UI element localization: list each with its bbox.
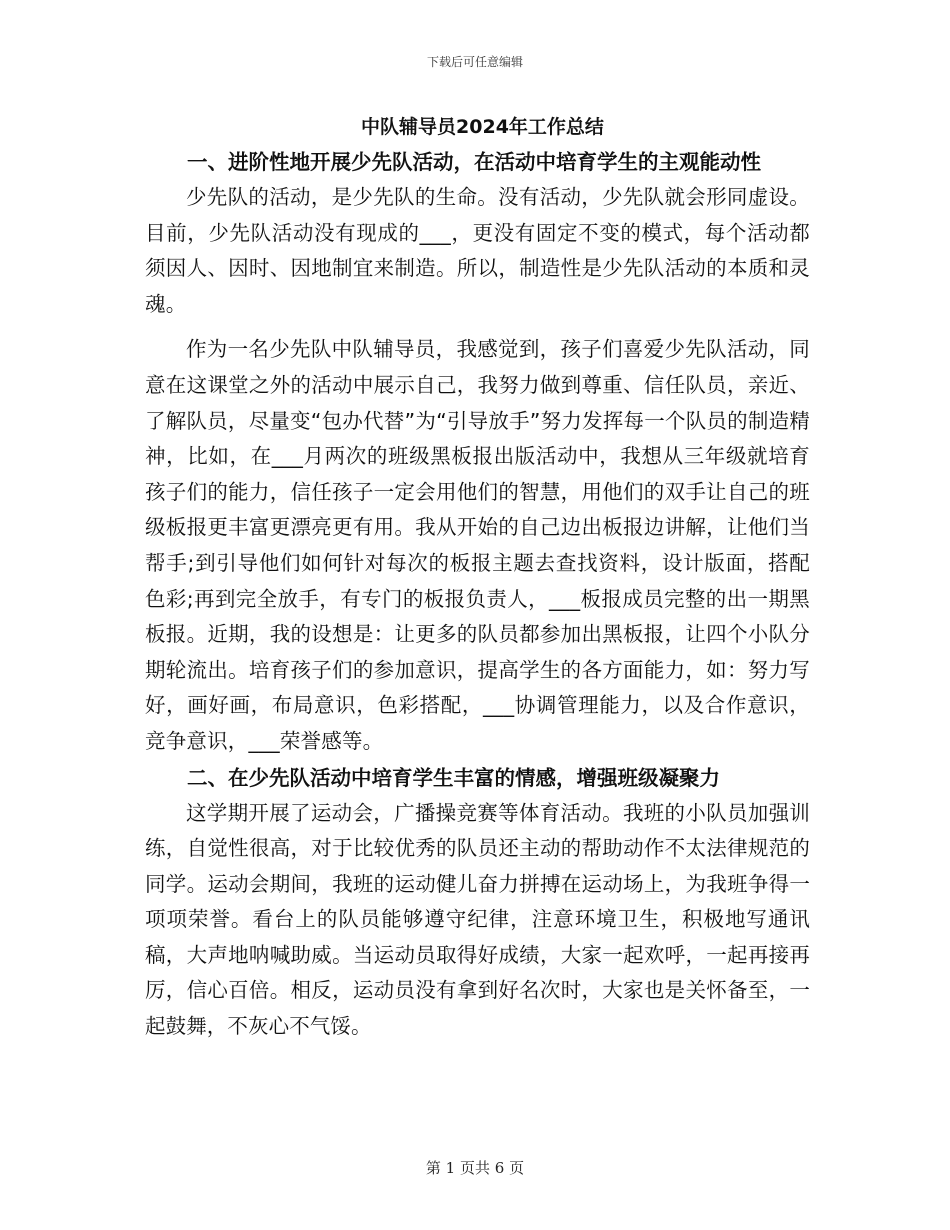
page-header: 下载后可任意编辑 [426, 55, 523, 69]
paragraph: 少先队的活动，是少先队的生命。没有活动，少先队就会形同虚设。目前，少先队活动没有现成的___，更没有固定不变的模式，每个活动都须因人、因时、因地制宜来制造。所以，制造性是少先队活动的本质和灵魂。 [145, 185, 810, 316]
section-heading-1: 一、进阶性地开展少先队活动，在活动中培育学生的主观能动性 [187, 150, 761, 174]
section-heading-2: 二、在少先队活动中培育学生丰富的情感，增强班级凝聚力 [187, 765, 720, 790]
document-body [145, 112, 810, 1045]
paragraph: 作为一名少先队中队辅导员，我感觉到，孩子们喜爱少先队活动，同意在这课堂之外的活动中展示自己，我努力做到尊重、信任队员，亲近、了解队员，尽量变“包办代替”为“引导放手”努力发挥每一个队员的制造精神，比如，在___月两次的班级黑板报出版活动中，我想从三年级就培育孩子们的能力，信任孩子一定会用他们的智慧，用他们的双手让自己的班级板报更丰富更漂亮更有用。我从开始的自己边出板报边讲解，让他们当帮手;到引导他们如何针对每次的板报主题去查找资料，设计版面，搭配色彩;再到完全放手，有专门的板报负责人，___板报成员完整的出一期黑板报。近期，我的设想是：让更多的队员都参加出黑板报，让四个小队分期轮流出。培育孩子们的参加意识，提高学生的各方面能力，如：努力写好，画好画，布局意识，色彩搭配，___协调管理能力，以及合作意识，竞争意识，___荣誉感等。 [145, 337, 810, 753]
document-title: 中队辅导员2024年工作总结 [361, 116, 604, 138]
paragraph: 这学期开展了运动会，广播操竞赛等体育活动。我班的小队员加强训练，自觉性很高，对于比较优秀的队员还主动的帮助动作不太法律规范的同学。运动会期间，我班的运动健儿奋力拼搏在运动场上，为我班争得一项项荣誉。看台上的队员能够遵守纪律，注意环境卫生，积极地写通讯稿，大声地呐喊助威。当运动员取得好成绩，大家一起欢呼，一起再接再厉，信心百倍。相反，运动员没有拿到好名次时，大家也是关怀备至，一起鼓舞，不灰心不气馁。 [145, 800, 810, 1039]
page-footer: 第 1 页共 6 页 [425, 1159, 525, 1177]
